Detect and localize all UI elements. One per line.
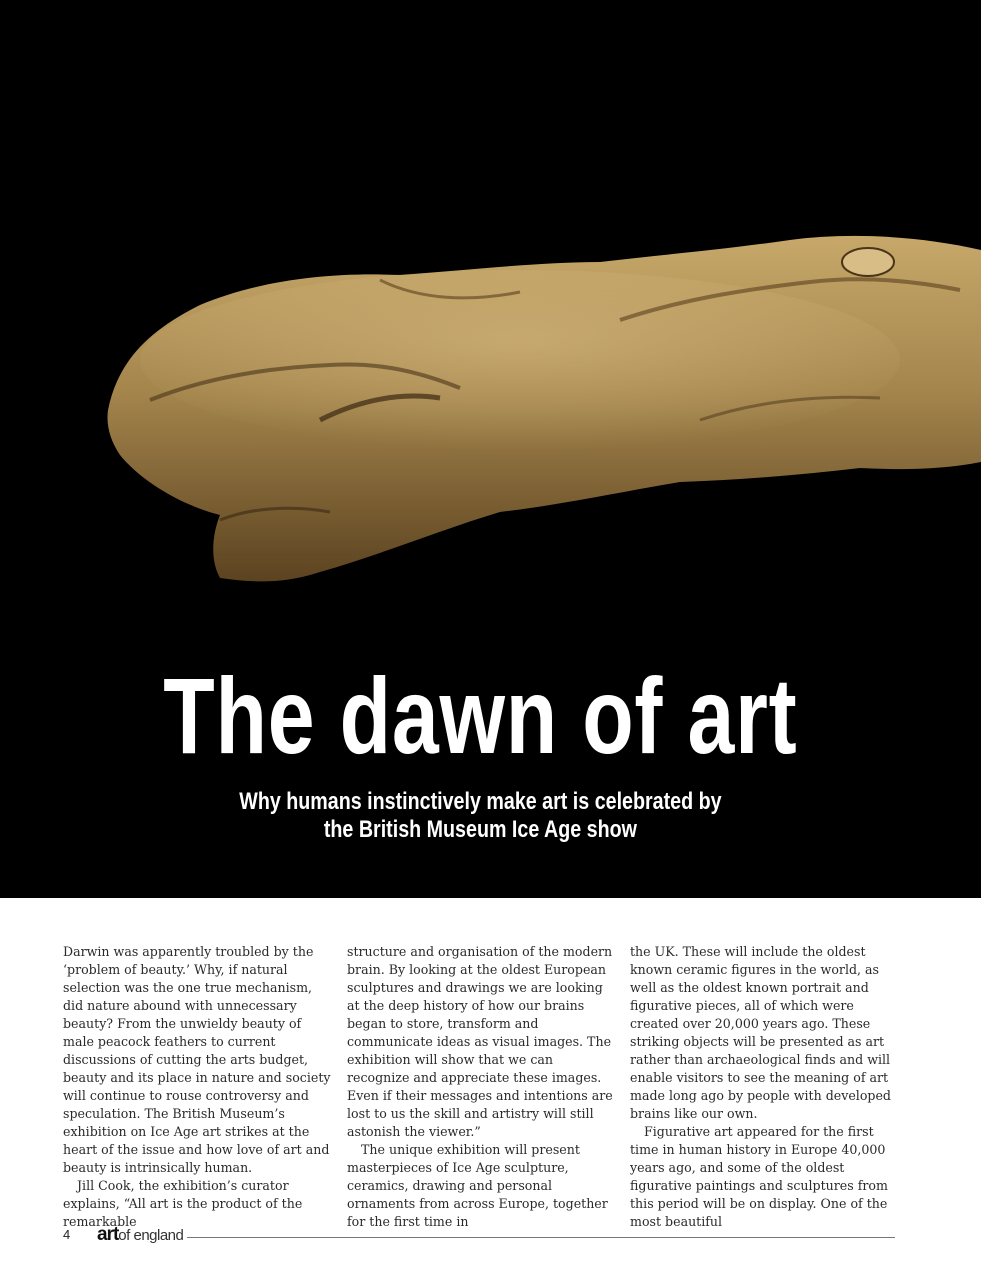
paragraph: Jill Cook, the exhibition’s curator explains, “All art is the product of the remarkable [63,1178,303,1229]
column-3 [630,943,898,1231]
paragraph: Darwin was apparently troubled by the ‘problem of beauty.’ Why, if natural selection was the one true mechanism, did nature abound with unnecessary beauty? From the unwieldy beauty of male peacock feathers to current discussions of cutting the arts budget, beauty and its place in nature and society will continue to rouse controversy and speculation. The British Museum’s exhibition on Ice Age art strikes at the heart of the issue and how love of art and beauty is intrinsically human. [63,944,331,1175]
article-body [63,943,898,1229]
subtitle-line-1: Why humans instinctively make art is celebrated by [239,788,722,815]
paragraph: the UK. These will include the oldest known ceramic figures in the world, as well as the oldest known portrait and figurative pieces, all of which were created over 20,000 years ago. These striking objects will be presented as art rather than archaeological finds and will enable visitors to see the meaning of art made long ago by people with developed brains like our own. [630,944,891,1121]
page-number: 4 [63,1227,71,1242]
logo-rest: of england [118,1227,184,1244]
footer-rule [187,1237,895,1238]
page-title: The dawn of art [163,655,798,776]
subtitle-line-2: the British Museum Ice Age show [323,816,637,843]
paragraph: Figurative art appeared for the first time in human history in Europe 40,000 years ago, and some of the oldest figurative paintings and sculptures from this period will be on display. One of the most beautiful [630,1124,888,1229]
column-2 [347,943,615,1231]
paragraph: The unique exhibition will present masterpieces of Ice Age sculpture, ceramics, drawing and personal ornaments from across Europe, together for the first time in [347,1142,608,1229]
magazine-logo [97,1224,183,1246]
paragraph: structure and organisation of the modern brain. By looking at the oldest European sculptures and drawings we are looking at the deep history of how our brains began to store, transform and communicate ideas as visual images. The exhibition will show that we can recognize and appreciate these images. Even if their messages and intentions are lost to us the skill and artistry will still astonish the viewer.” [347,944,613,1139]
subtitle [86,788,874,844]
page-footer [63,1226,898,1246]
logo-art: art [97,1224,119,1245]
column-1 [63,943,331,1231]
